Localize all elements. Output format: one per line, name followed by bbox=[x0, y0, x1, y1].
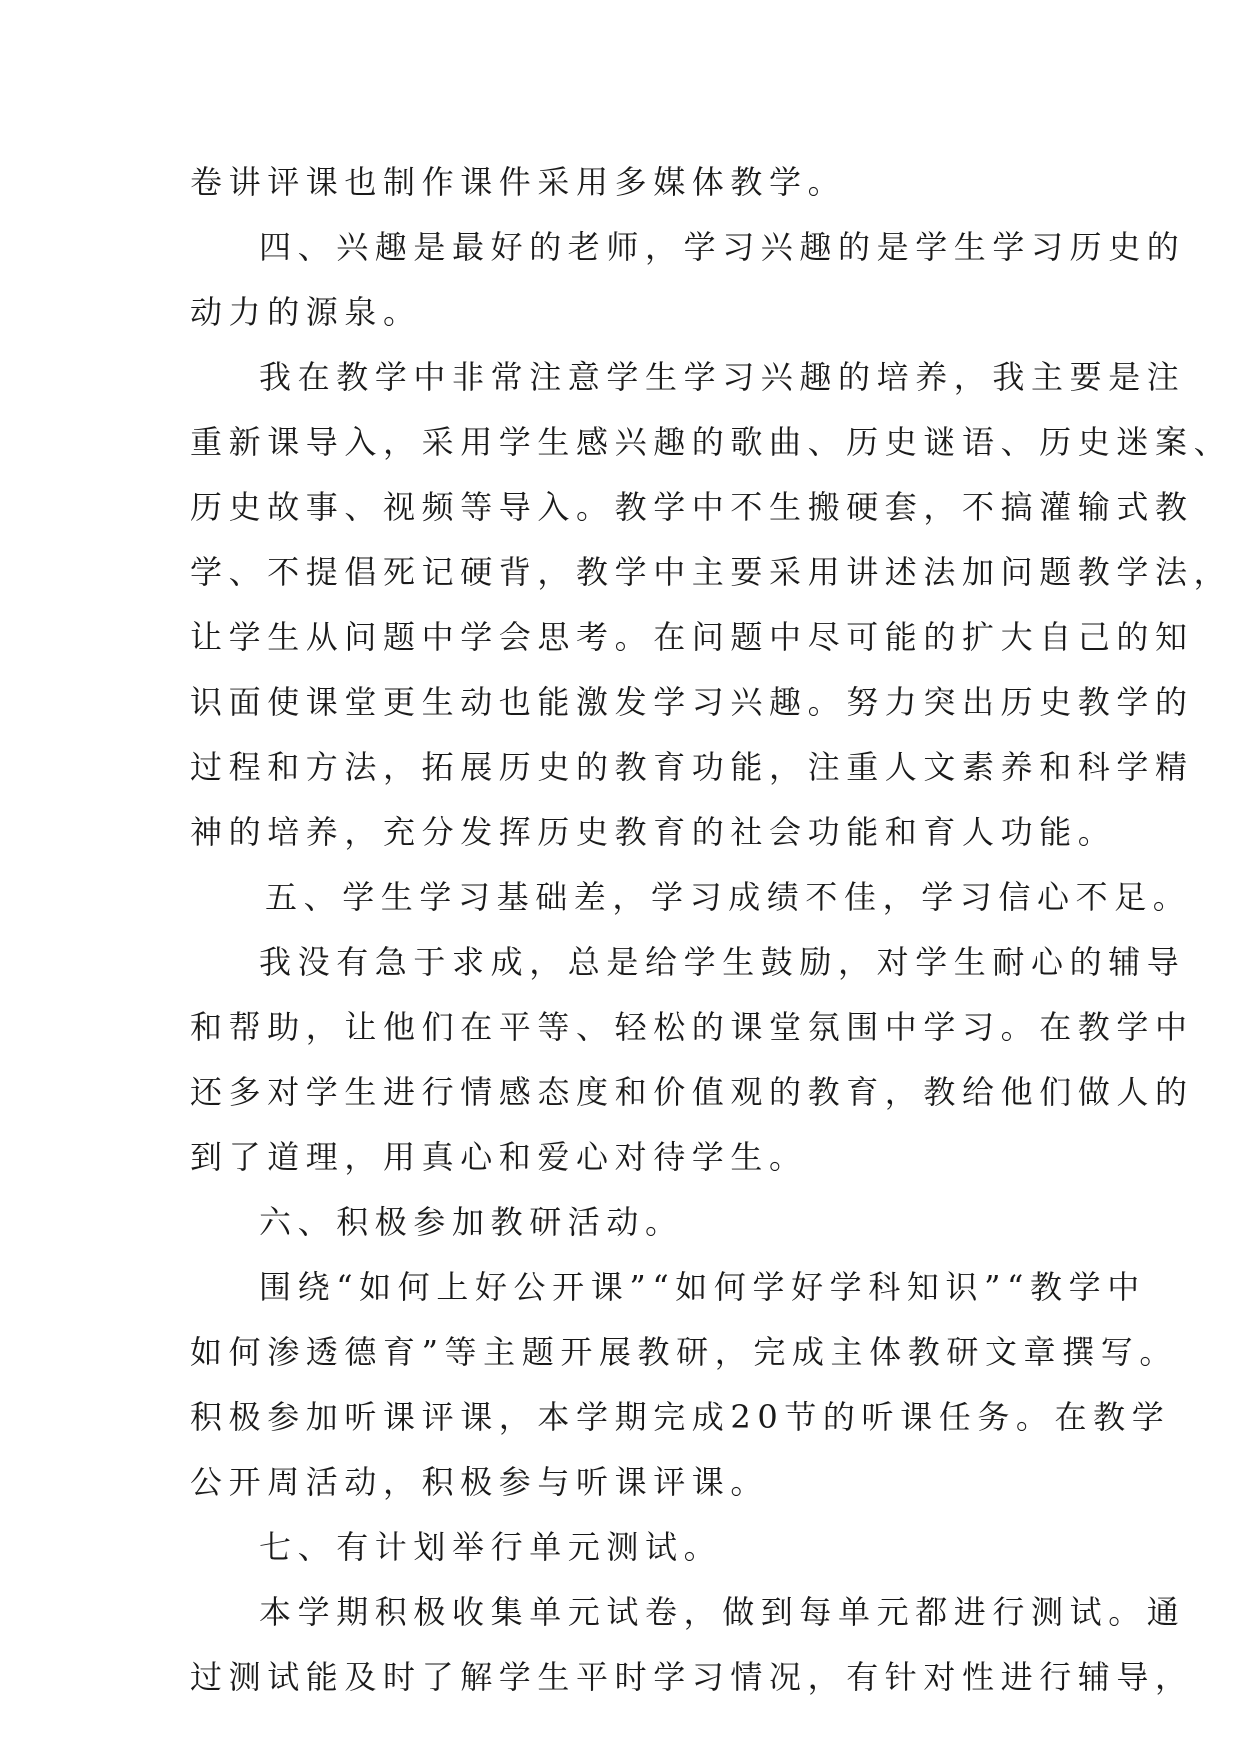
paragraph-line: 还多对学生进行情感态度和价值观的教育，教给他们做人的 bbox=[190, 1073, 1194, 1111]
paragraph-line: 重新课导入，采用学生感兴趣的歌曲、历史谜语、历史迷案、 bbox=[190, 423, 1233, 461]
paragraph-line: 围绕“如何上好公开课”“如何学好学科知识”“教学中 bbox=[259, 1268, 1146, 1306]
paragraph-line: 让学生从问题中学会思考。在问题中尽可能的扩大自己的知 bbox=[190, 618, 1194, 656]
paragraph-line: 学、不提倡死记硬背，教学中主要采用讲述法加问题教学法， bbox=[190, 553, 1233, 591]
section-heading-four: 四、兴趣是最好的老师，学习兴趣的是学生学习历史的 bbox=[259, 228, 1186, 266]
paragraph-line: 我没有急于求成，总是给学生鼓励，对学生耐心的辅导 bbox=[259, 943, 1186, 981]
paragraph-line: 识面使课堂更生动也能激发学习兴趣。努力突出历史教学的 bbox=[190, 683, 1194, 721]
paragraph-line: 公开周活动，积极参与听课评课。 bbox=[190, 1463, 770, 1501]
paragraph-line: 本学期积极收集单元试卷，做到每单元都进行测试。通 bbox=[259, 1593, 1186, 1631]
paragraph-line: 卷讲评课也制作课件采用多媒体教学。 bbox=[190, 163, 847, 201]
paragraph-line: 如何渗透德育”等主题开展教研，完成主体教研文章撰写。 bbox=[190, 1333, 1178, 1371]
paragraph-line: 历史故事、视频等导入。教学中不生搬硬套，不搞灌输式教 bbox=[190, 488, 1194, 526]
paragraph-line: 神的培养，充分发挥历史教育的社会功能和育人功能。 bbox=[190, 813, 1117, 851]
section-heading-seven: 七、有计划举行单元测试。 bbox=[259, 1528, 723, 1566]
paragraph-line: 我在教学中非常注意学生学习兴趣的培养，我主要是注 bbox=[259, 358, 1186, 396]
paragraph-line: 到了道理，用真心和爱心对待学生。 bbox=[190, 1138, 808, 1176]
paragraph-line: 动力的源泉。 bbox=[190, 293, 422, 331]
paragraph-line: 过测试能及时了解学生平时学习情况，有针对性进行辅导， bbox=[190, 1658, 1194, 1696]
section-heading-five: 五、学生学习基础差，学习成绩不佳，学习信心不足。 bbox=[265, 878, 1192, 916]
paragraph-line: 和帮助，让他们在平等、轻松的课堂氛围中学习。在教学中 bbox=[190, 1008, 1194, 1046]
paragraph-line: 过程和方法，拓展历史的教育功能，注重人文素养和科学精 bbox=[190, 748, 1194, 786]
paragraph-line: 积极参加听课评课，本学期完成20节的听课任务。在教学 bbox=[190, 1398, 1171, 1436]
section-heading-six: 六、积极参加教研活动。 bbox=[259, 1203, 684, 1241]
document-body bbox=[190, 150, 1233, 1710]
